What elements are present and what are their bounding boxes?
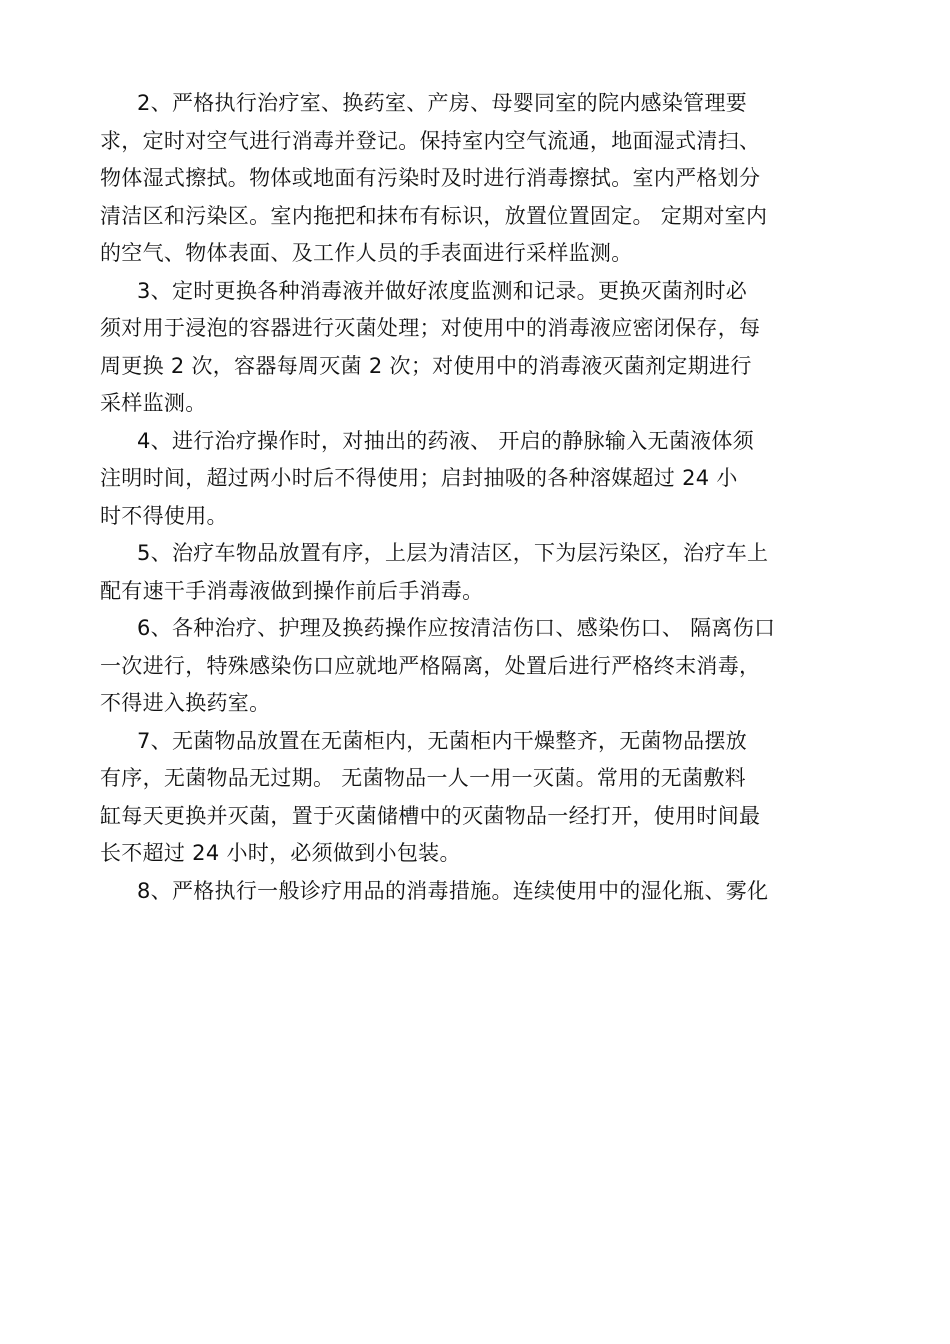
paragraph-item-5 (100, 535, 840, 610)
paragraph-line: 的空气、物体表面、及工作人员的手表面进行采样监测。 (100, 241, 633, 265)
paragraph-line: 长不超过 24 小时，必须做到小包装。 (100, 841, 461, 865)
paragraph-line: 4、进行治疗操作时，对抽出的药液、 开启的静脉输入无菌液体须 (137, 428, 755, 453)
paragraph-line: 清洁区和污染区。室内拖把和抹布有标识，放置位置固定。 定期对室内 (100, 203, 768, 228)
paragraph-item-3 (100, 273, 840, 423)
paragraph-line: 配有速干手消毒液做到操作前后手消毒。 (100, 578, 484, 603)
document-body (100, 85, 840, 910)
paragraph-item-6 (100, 610, 840, 723)
paragraph-item-7 (100, 723, 840, 873)
paragraph-line: 须对用于浸泡的容器进行灭菌处理；对使用中的消毒液应密闭保存，每 (100, 316, 761, 340)
paragraph-line: 缸每天更换并灭菌，置于灭菌储槽中的灭菌物品一经打开，使用时间最 (100, 803, 761, 828)
paragraph-line: 周更换 2 次，容器每周灭菌 2 次；对使用中的消毒液灭菌剂定期进行 (100, 353, 752, 378)
paragraph-line: 不得进入换药室。 (100, 691, 271, 715)
paragraph-item-2 (100, 85, 840, 273)
paragraph-item-8 (100, 873, 840, 911)
paragraph-line: 有序，无菌物品无过期。 无菌物品一人一用一灭菌。常用的无菌敷料 (100, 766, 746, 790)
paragraph-line: 3、定时更换各种消毒液并做好浓度监测和记录。更换灭菌剂时必 (137, 278, 748, 303)
paragraph-line: 注明时间，超过两小时后不得使用；启封抽吸的各种溶媒超过 24 小 (100, 466, 738, 490)
paragraph-line: 2、严格执行治疗室、换药室、产房、母婴同室的院内感染管理要 (137, 91, 748, 115)
paragraph-line: 求，定时对空气进行消毒并登记。保持室内空气流通，地面湿式清扫、 (100, 128, 761, 153)
paragraph-line: 7、无菌物品放置在无菌柜内，无菌柜内干燥整齐，无菌物品摆放 (137, 728, 748, 753)
paragraph-line: 物体湿式擦拭。物体或地面有污染时及时进行消毒擦拭。室内严格划分 (100, 166, 761, 190)
paragraph-line: 时不得使用。 (100, 503, 228, 528)
paragraph-item-4 (100, 423, 840, 536)
paragraph-line: 一次进行，特殊感染伤口应就地严格隔离，处置后进行严格终末消毒， (100, 653, 761, 678)
paragraph-line: 5、治疗车物品放置有序，上层为清洁区，下为层污染区，治疗车上 (137, 541, 769, 565)
paragraph-line: 6、各种治疗、护理及换药操作应按清洁伤口、感染伤口、 隔离伤口 (137, 616, 776, 640)
paragraph-line: 采样监测。 (100, 391, 207, 415)
paragraph-line: 8、严格执行一般诊疗用品的消毒措施。连续使用中的湿化瓶、雾化 (137, 878, 769, 903)
